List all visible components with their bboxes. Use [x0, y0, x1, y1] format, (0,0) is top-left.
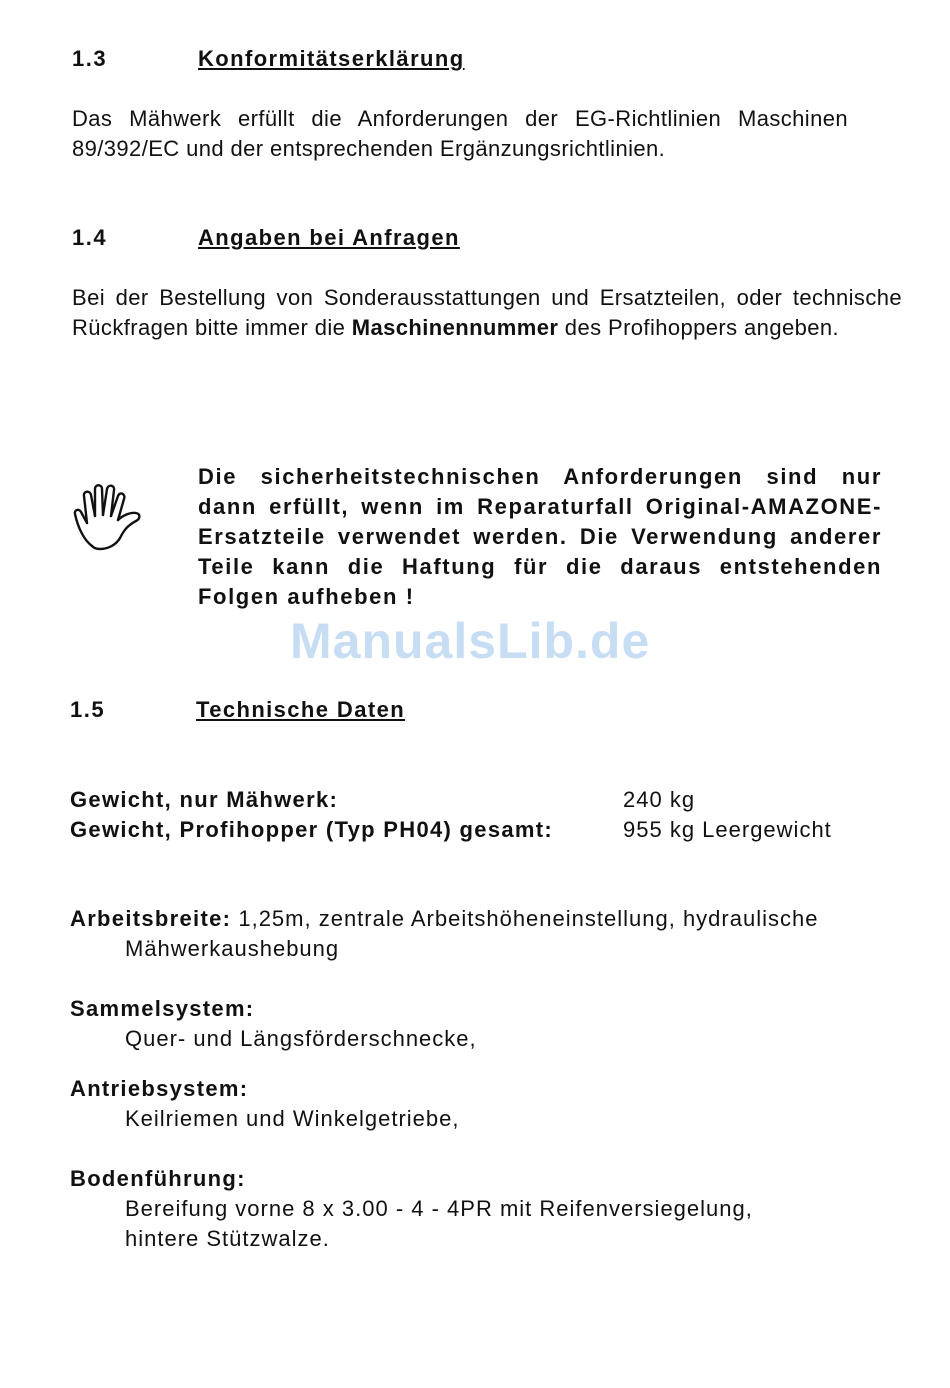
sammelsystem-spec [70, 994, 477, 1054]
bodenfuehrung-spec [70, 1164, 753, 1254]
antriebsystem-label: Antriebsystem: [70, 1076, 249, 1101]
section-1-4-text-after: des Profihoppers angeben. [558, 315, 840, 340]
arbeitsbreite-line1: 1,25m, zentrale Arbeitshöheneinstellung, hydraulische [231, 906, 819, 931]
antriebsystem-spec [70, 1074, 460, 1134]
section-1-3-text: Das Mähwerk erfüllt die Anforderungen der EG-Richtlinien Maschinen 89/392/EC und der entsprechenden Ergänzungsrichtlinien. [72, 106, 848, 161]
section-1-3-title: Konformitätserklärung [198, 46, 465, 71]
sammelsystem-value: Quer- und Längsförderschnecke, [125, 1026, 477, 1051]
section-1-4-text [72, 283, 902, 343]
bodenfuehrung-label: Bodenführung: [70, 1166, 246, 1191]
watermark: ManualsLib.de [290, 613, 651, 669]
section-1-3-number: 1.3 [72, 46, 108, 71]
section-1-5-title: Technische Daten [196, 697, 406, 722]
arbeitsbreite-label: Arbeitsbreite: [70, 906, 232, 931]
bodenfuehrung-line1: Bereifung vorne 8 x 3.00 - 4 - 4PR mit Reifenversiegelung, [125, 1196, 753, 1221]
machine-number-term: Maschinennummer [351, 315, 559, 340]
section-1-4-number: 1.4 [72, 225, 108, 250]
weight-mower-value: 240 kg [623, 787, 696, 812]
section-1-4-title: Angaben bei Anfragen [198, 225, 460, 250]
sammelsystem-label: Sammelsystem: [70, 996, 255, 1021]
weight-mower-label: Gewicht, nur Mähwerk: [70, 787, 339, 812]
hand-icon [70, 482, 148, 552]
antriebsystem-value: Keilriemen und Winkelgetriebe, [125, 1106, 460, 1131]
arbeitsbreite-spec [70, 904, 818, 964]
weight-total-label: Gewicht, Profihopper (Typ PH04) gesamt: [70, 817, 554, 842]
weight-total-value: 955 kg Leergewicht [623, 817, 832, 842]
bodenfuehrung-line2: hintere Stützwalze. [125, 1226, 330, 1251]
section-1-4-text-before: Bei der Bestellung von Sonderausstattungen und Ersatzteilen, oder technische Rückfragen bitte immer die [72, 285, 902, 340]
safety-notice-text: Die sicherheitstechnischen Anforderungen sind nur dann erfüllt, wenn im Reparaturfall Original-AMAZONE-Ersatzteile verwendet werden. Die Verwendung anderer Teile kann die Haftung für die daraus entstehenden Folgen aufheben ! [198, 464, 882, 609]
arbeitsbreite-line2: Mähwerkaushebung [125, 936, 340, 961]
section-1-5-number: 1.5 [70, 697, 106, 722]
